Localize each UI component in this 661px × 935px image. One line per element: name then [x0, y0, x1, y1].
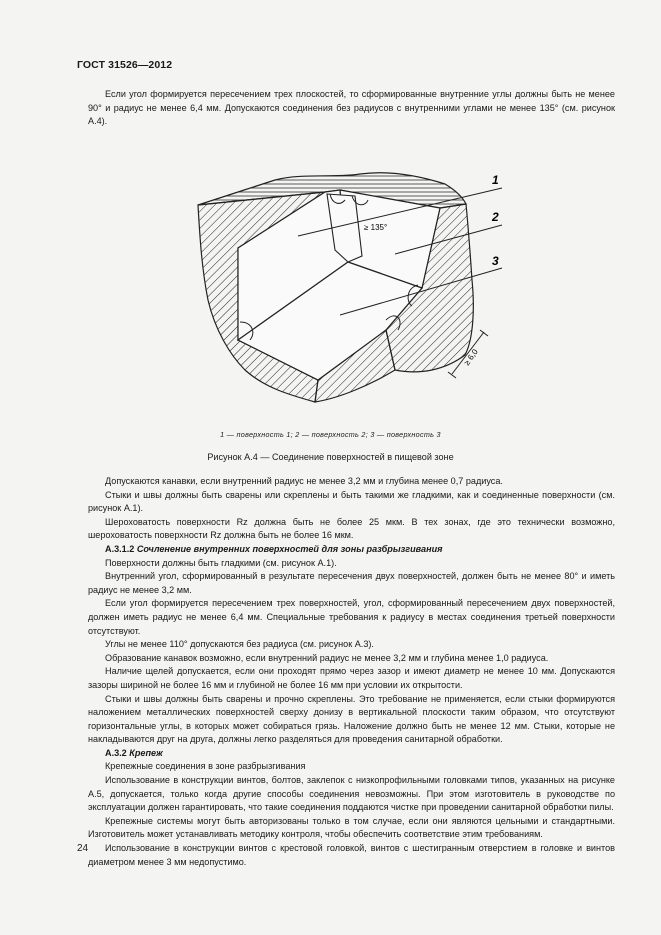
body-paragraph: Внутренний угол, сформированный в результате пересечения двух поверхностей, должен быть не менее 80° и иметь радиус не менее 3,2 мм.: [88, 571, 615, 595]
body-section: [88, 475, 615, 869]
dimension-tick-a: [448, 372, 456, 378]
angle-label: ≥ 135°: [364, 223, 388, 232]
body-paragraph: Образование канавок возможно, если внутренний радиус не менее 3,2 мм и глубина менее 1,0 радиуса.: [105, 652, 549, 663]
section-number: А.3.1.2: [105, 543, 135, 554]
section-title: Крепеж: [129, 747, 163, 758]
callout-2: 2: [492, 210, 499, 224]
section-heading-a32: [88, 747, 615, 761]
callout-3: 3: [492, 254, 499, 268]
intro-paragraph: Если угол формируется пересечением трех плоскостей, то сформированные внутренние углы должны быть не менее 90° и радиус не менее 6,4 мм. Допускаются соединения без радиусов с внутренними углами не менее 135° (см. рисунок А.4).: [88, 89, 615, 127]
body-paragraph: Стыки и швы должны быть сварены или скреплены и быть такими же гладкими, как и соединенные поверхности (см. рисунок А.1).: [88, 489, 615, 514]
page-number: 24: [77, 843, 89, 854]
intro-section: [88, 88, 615, 129]
body-paragraph: Стыки и швы должны быть сварены и прочно скреплены. Это требование не применяется, если стыки формируются наложением металлических поверхностей сверху донизу в вертикальной плоскости таким образом, что отсутствуют горизонтальные углы, в которых может собираться грязь. Наложение должно быть не менее 12 мм. Стыки, которые не накладываются друг на друга, должны легко разделяться для проведения санитарной обработки.: [88, 693, 615, 745]
body-paragraph: Допускаются канавки, если внутренний радиус не менее 3,2 мм и глубина менее 0,7 радиуса.: [105, 476, 503, 486]
section-number: А.3.2: [105, 747, 127, 758]
body-paragraph: Крепежные соединения в зоне разбрызгивания: [105, 761, 306, 772]
figure-legend: 1 — поверхность 1; 2 — поверхность 2; 3 — поверхность 3: [220, 430, 441, 439]
body-paragraph: Поверхности должны быть гладкими (см. рисунок А.1).: [105, 557, 337, 568]
body-paragraph: Наличие щелей допускается, если они проходят прямо через зазор и имеют диаметр не менее 10 мм. Допускаются зазоры шириной не более 16 мм и глубиной не более 16 мм при условии их открытости.: [88, 666, 615, 690]
section-title: Сочленение внутренних поверхностей для зоны разбрызгивания: [136, 543, 443, 554]
body-paragraph: Использование в конструкции винтов, болтов, заклепок с низкопрофильными головками типов, указанных на рисунке А.5, допускается, только когда другие способы соединения невозможны. При этом изготовитель в руководстве по эксплуатации должен гарантировать, что такие соединения поддаются чистке при проведении санитарной обработки пилы.: [88, 775, 615, 813]
body-paragraph: Шероховатость поверхности Rz должна быть не более 25 мкм. В тех зонах, где это технически возможно, шероховатость поверхности Rz должна быть не более 16 мкм.: [88, 516, 615, 541]
dimension-label: ≥ 6,0: [462, 347, 480, 368]
body-paragraph: Использование в конструкции винтов с крестовой головкой, винтов с шестигранным отверстием в головке и винтов диаметром менее 3 мм недопустимо.: [88, 843, 615, 867]
figure-a4-drawing: [190, 170, 510, 410]
callout-1: 1: [492, 173, 499, 187]
body-paragraph: Если угол формируется пересечением трех поверхностей, угол, сформированный пересечением двух поверхностей, должен иметь радиус не менее 6,4 мм. Специальные требования к радиусу в местах соединения третьей поверхности отсутствуют.: [88, 598, 615, 636]
section-heading-a312: [88, 543, 615, 557]
document-header: ГОСТ 31526—2012: [77, 59, 173, 71]
figure-caption: Рисунок А.4 — Соединение поверхностей в пищевой зоне: [207, 452, 454, 462]
body-paragraph: Крепежные системы могут быть авторизованы только в том случае, если они являются цельными и стандартными. Изготовитель может устанавливать методику контроля, чтобы обеспечить соответствие этим требованиям.: [88, 815, 615, 840]
body-paragraph: Углы не менее 110° допускаются без радиуса (см. рисунок А.3).: [105, 639, 374, 650]
